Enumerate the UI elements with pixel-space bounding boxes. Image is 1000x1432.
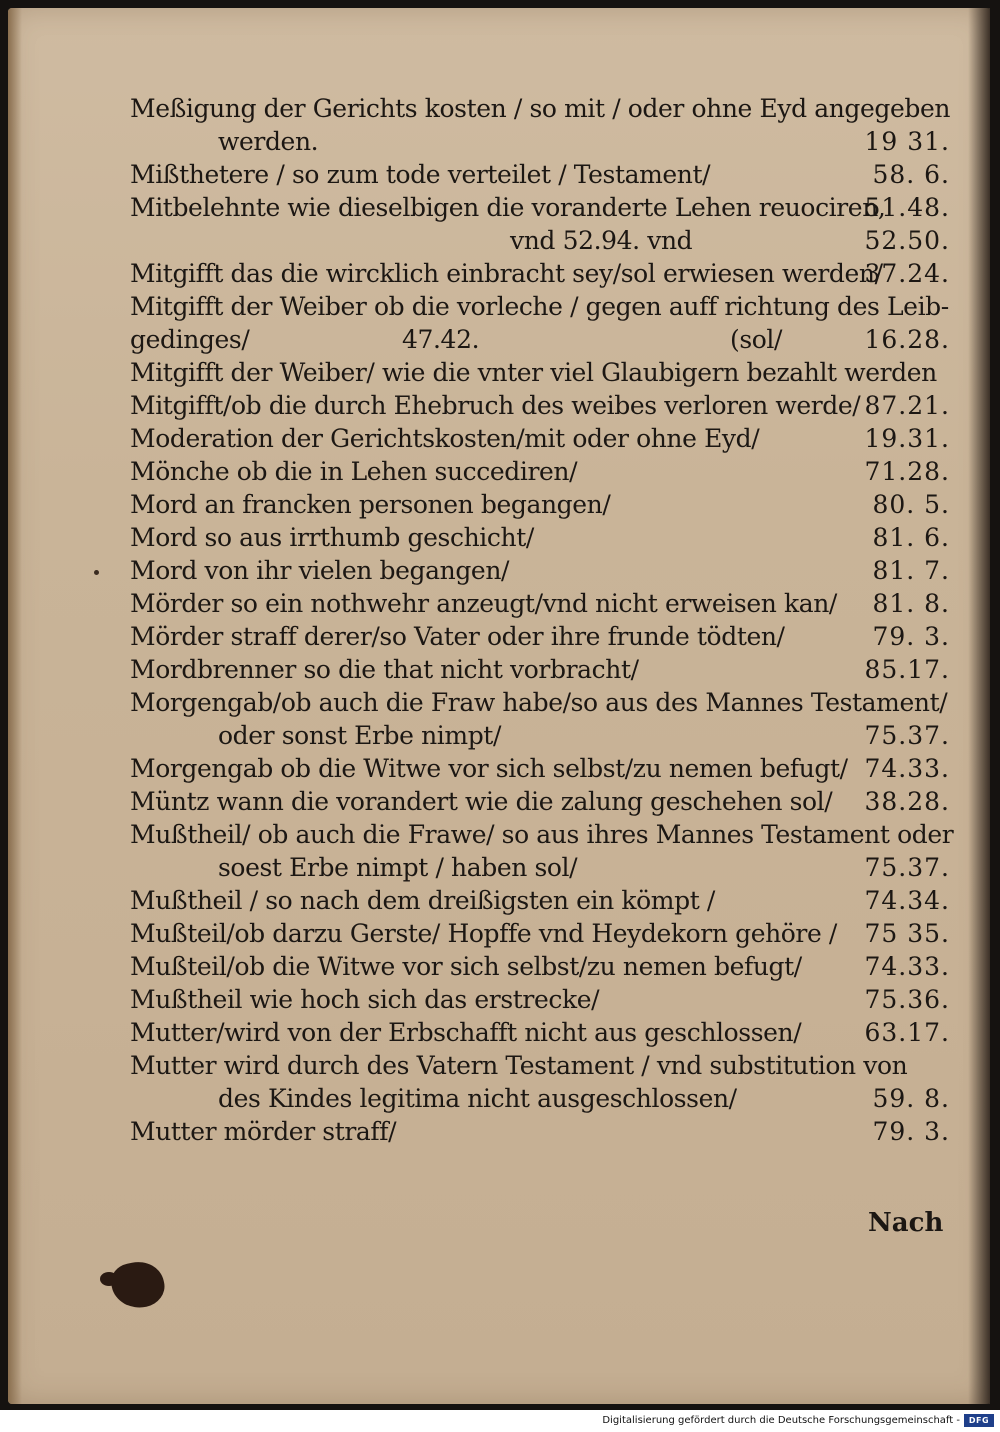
entry-label: Mitgifft/ob die durch Ehebruch des weibes verloren werde/ xyxy=(130,391,861,420)
entry-label: Mitgifft der Weiber ob die vorleche / gegen auff richtung des Leib- xyxy=(130,292,949,321)
entry-reference: 74.33. xyxy=(864,952,950,981)
entry-reference: 58. 6. xyxy=(872,160,950,189)
entry-label: Mußtheil / so nach dem dreißigsten ein kömpt / xyxy=(130,886,715,915)
page-edge-right xyxy=(968,8,990,1404)
entry-reference: 75.37. xyxy=(864,853,950,882)
entry-reference: 19 31. xyxy=(864,127,950,156)
entry-label: Mißthetere / so zum tode verteilet / Testament/ xyxy=(130,160,711,189)
entry-label: Mord an francken personen begangen/ xyxy=(130,490,611,519)
entry-reference: 63.17. xyxy=(864,1018,950,1047)
index-entry xyxy=(130,257,960,290)
index-entry xyxy=(130,158,960,191)
entry-reference: 59. 8. xyxy=(872,1084,950,1113)
entry-label: Mönche ob die in Lehen succediren/ xyxy=(130,457,578,486)
entry-reference: 87.21. xyxy=(864,391,950,420)
entry-reference: 38.28. xyxy=(864,787,950,816)
entry-label: Mitgifft das die wircklich einbracht sey/sol erwiesen werden/ xyxy=(130,259,883,288)
index-entry xyxy=(130,554,960,587)
index-entry xyxy=(130,587,960,620)
entry-reference: 85.17. xyxy=(864,655,950,684)
entry-label: Mutter wird durch des Vatern Testament / vnd substitution von xyxy=(130,1051,908,1080)
entry-reference: 75.36. xyxy=(864,985,950,1014)
index-entry xyxy=(130,191,960,224)
dfg-logo: DFG xyxy=(964,1414,994,1427)
ink-dot xyxy=(94,570,99,575)
entry-label: oder sonst Erbe nimpt/ xyxy=(218,721,501,750)
entry-label: Mußteil/ob darzu Gerste/ Hopffe vnd Heydekorn gehöre / xyxy=(130,919,837,948)
entry-reference: 75.37. xyxy=(864,721,950,750)
entry-label: Mitbelehnte wie dieselbigen die voranderte Lehen reuociren, xyxy=(130,193,886,222)
index-entry xyxy=(130,851,960,884)
index-entry xyxy=(130,224,960,257)
entry-label: Mord von ihr vielen begangen/ xyxy=(130,556,510,585)
entry-label: Mitgifft der Weiber/ wie die vnter viel Glaubigern bezahlt werden xyxy=(130,358,937,387)
ink-blot-small xyxy=(100,1272,118,1286)
index-entry xyxy=(130,422,960,455)
entry-label: Mörder so ein nothwehr anzeugt/vnd nicht erweisen kan/ xyxy=(130,589,837,618)
entry-reference: 75 35. xyxy=(864,919,950,948)
index-entry xyxy=(130,290,960,323)
index-entry xyxy=(130,1082,960,1115)
entry-label: Moderation der Gerichtskosten/mit oder ohne Eyd/ xyxy=(130,424,760,453)
entry-label: Mordbrenner so die that nicht vorbracht/ xyxy=(130,655,639,684)
digitization-footer xyxy=(0,1410,1000,1432)
index-entry xyxy=(130,488,960,521)
index-entry xyxy=(130,686,960,719)
entry-label: Mußtheil wie hoch sich das erstrecke/ xyxy=(130,985,600,1014)
entry-reference: 52.50. xyxy=(864,226,950,255)
entry-reference: 79. 3. xyxy=(872,622,950,651)
index-entry xyxy=(130,818,960,851)
index-entry xyxy=(130,356,960,389)
entry-reference: 80. 5. xyxy=(872,490,950,519)
entry-reference: 71.28. xyxy=(864,457,950,486)
entry-label: Mord so aus irrthumb geschicht/ xyxy=(130,523,534,552)
index-entry xyxy=(130,719,960,752)
index-entry xyxy=(130,125,960,158)
entry-reference: 79. 3. xyxy=(872,1117,950,1146)
entry-label: Müntz wann die vorandert wie die zalung geschehen sol/ xyxy=(130,787,833,816)
catchword: Nach xyxy=(868,1208,944,1238)
index-entry xyxy=(130,917,960,950)
entry-label: des Kindes legitima nicht ausgeschlossen/ xyxy=(218,1084,737,1113)
index-entries xyxy=(130,92,960,1148)
entry-reference: 51.48. xyxy=(864,193,950,222)
entry-reference: 16.28. xyxy=(864,325,950,354)
index-entry xyxy=(130,983,960,1016)
page-edge-left xyxy=(8,8,22,1404)
footer-credit: Digitalisierung gefördert durch die Deutsche Forschungsgemeinschaft - xyxy=(602,1415,960,1426)
index-entry xyxy=(130,884,960,917)
index-entry xyxy=(130,323,960,356)
index-entry xyxy=(130,1049,960,1082)
entry-label: Mußteil/ob die Witwe vor sich selbst/zu nemen befugt/ xyxy=(130,952,802,981)
entry-continuation: (sol/ xyxy=(730,325,783,354)
entry-label: Morgengab/ob auch die Fraw habe/so aus des Mannes Testament/ xyxy=(130,688,948,717)
entry-reference: 81. 8. xyxy=(872,589,950,618)
entry-reference: 74.34. xyxy=(864,886,950,915)
index-entry xyxy=(130,92,960,125)
entry-label: Mußtheil/ ob auch die Frawe/ so aus ihres Mannes Testament oder xyxy=(130,820,954,849)
entry-label: soest Erbe nimpt / haben sol/ xyxy=(218,853,578,882)
entry-label: Meßigung der Gerichts kosten / so mit / oder ohne Eyd angegeben xyxy=(130,94,951,123)
entry-label: Mörder straff derer/so Vater oder ihre frunde tödten/ xyxy=(130,622,785,651)
index-entry xyxy=(130,389,960,422)
entry-reference: 19.31. xyxy=(864,424,950,453)
entry-reference: 81. 7. xyxy=(872,556,950,585)
index-entry xyxy=(130,752,960,785)
index-entry xyxy=(130,785,960,818)
entry-label: Morgengab ob die Witwe vor sich selbst/zu nemen befugt/ xyxy=(130,754,848,783)
index-entry xyxy=(130,653,960,686)
entry-label: gedinges/ xyxy=(130,325,250,354)
index-entry xyxy=(130,1016,960,1049)
index-entry xyxy=(130,1115,960,1148)
index-entry xyxy=(130,521,960,554)
entry-reference: 81. 6. xyxy=(872,523,950,552)
entry-reference: 74.33. xyxy=(864,754,950,783)
entry-inline-ref: 47.42. xyxy=(402,325,480,354)
entry-reference: 37.24. xyxy=(864,259,950,288)
entry-label: Mutter/wird von der Erbschafft nicht aus geschlossen/ xyxy=(130,1018,802,1047)
entry-label: Mutter mörder straff/ xyxy=(130,1117,397,1146)
entry-label: vnd 52.94. vnd xyxy=(510,226,693,255)
index-entry xyxy=(130,950,960,983)
index-entry xyxy=(130,455,960,488)
index-entry xyxy=(130,620,960,653)
entry-label: werden. xyxy=(218,127,319,156)
